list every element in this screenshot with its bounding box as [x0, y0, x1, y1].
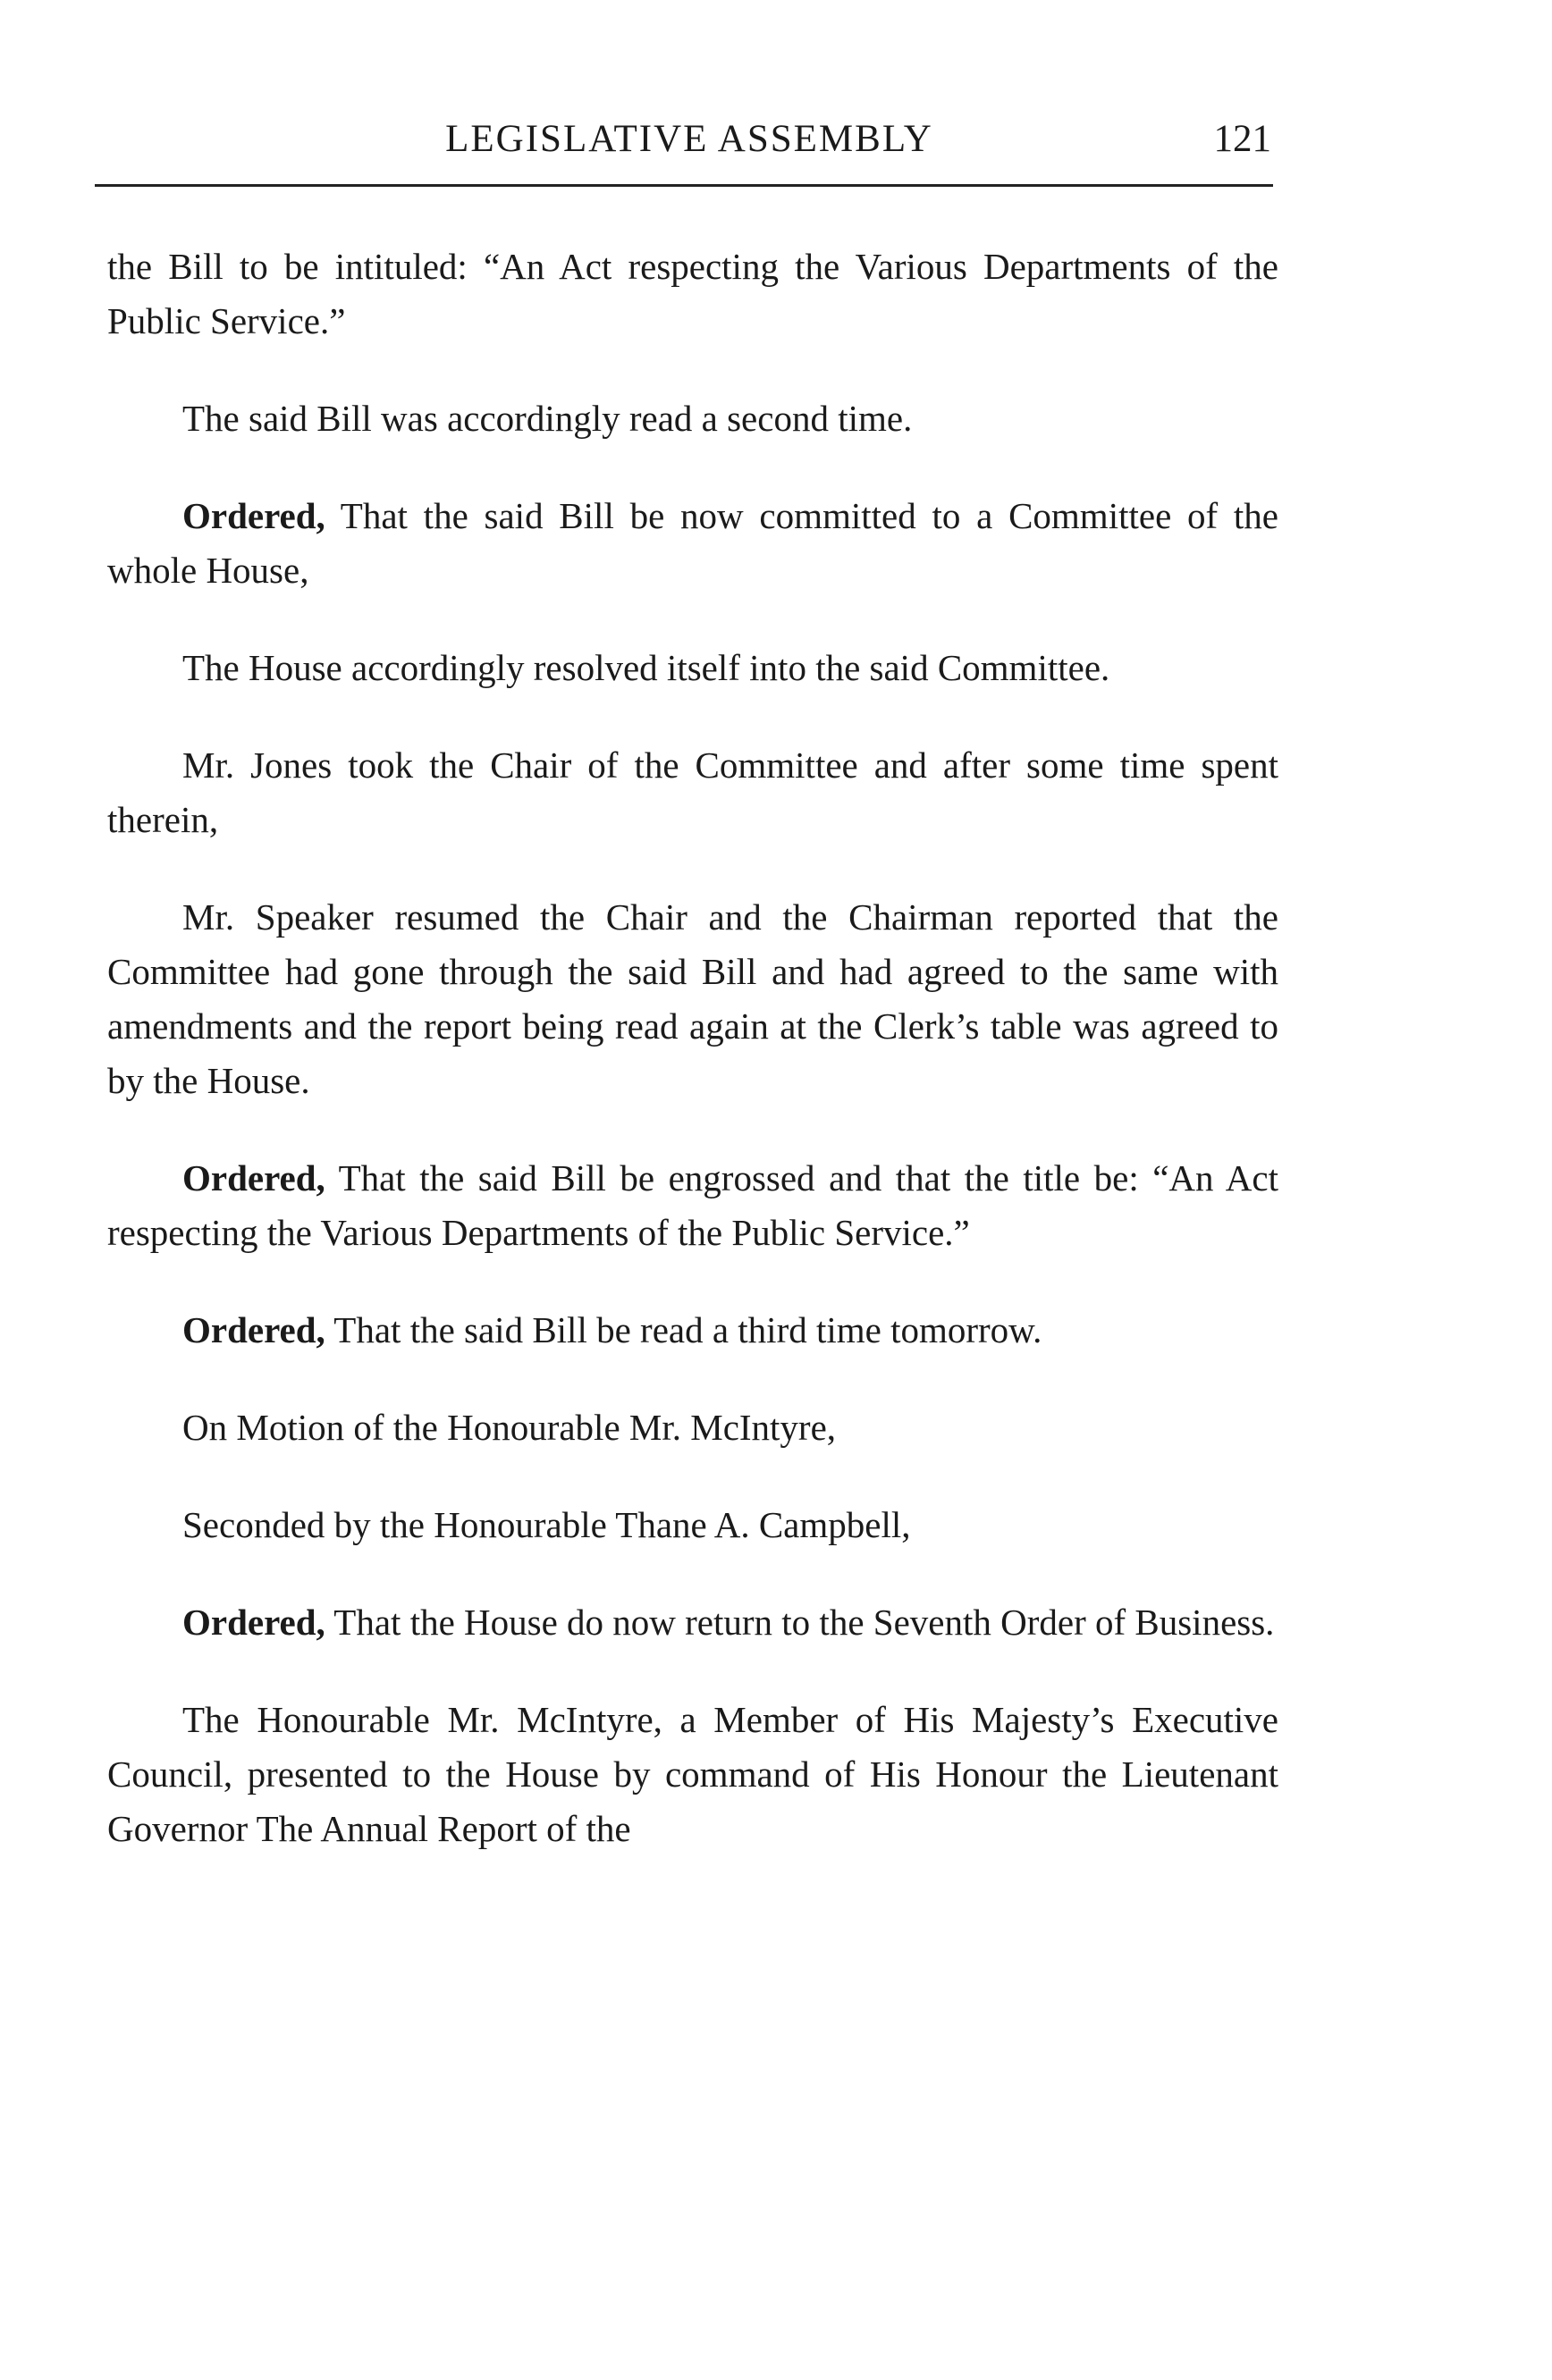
paragraph-second-reading [107, 391, 1278, 446]
paragraph-text: That the said Bill be engrossed and that the title be: “An Act respecting the Various Departments of the Public Service.” [107, 1157, 1278, 1253]
page-number: 121 [1213, 118, 1271, 160]
paragraph-ordered-third-reading [107, 1303, 1278, 1358]
paragraph-text: the Bill to be intituled: “An Act respecting the Various Departments of the Public Service.” [107, 246, 1278, 341]
paragraph-house-resolved [107, 641, 1278, 695]
page-body [107, 240, 1278, 1899]
paragraph-text: On Motion of the Honourable Mr. McIntyre, [182, 1407, 837, 1448]
running-title: LEGISLATIVE ASSEMBLY [445, 118, 933, 160]
paragraph-text: Mr. Jones took the Chair of the Committee and after some time spent therein, [107, 744, 1278, 840]
page-header [107, 113, 1271, 166]
paragraph-ordered-return [107, 1595, 1278, 1650]
paragraph-bill-title-continuation [107, 240, 1278, 349]
paragraph-text: That the said Bill be now committed to a Committee of the whole House, [107, 495, 1278, 591]
paragraph-lead: Ordered, [182, 1309, 325, 1350]
paragraph-text: The House accordingly resolved itself into the said Committee. [182, 647, 1110, 688]
paragraph-seconded [107, 1498, 1278, 1552]
paragraph-text: Mr. Speaker resumed the Chair and the Chairman reported that the Committee had gone through the said Bill and had agreed to the same with amendments and the report being read again at the Clerk’s table was agreed to by the House. [107, 896, 1278, 1101]
paragraph-lead: Ordered, [182, 1602, 325, 1643]
paragraph-text: That the House do now return to the Seventh Order of Business. [325, 1602, 1275, 1643]
paragraph-motion [107, 1400, 1278, 1455]
paragraph-text: The said Bill was accordingly read a second time. [182, 398, 913, 439]
paragraph-ordered-committed [107, 489, 1278, 598]
header-rule [95, 184, 1273, 187]
paragraph-text: That the said Bill be read a third time tomorrow. [325, 1309, 1042, 1350]
paragraph-text: The Honourable Mr. McIntyre, a Member of His Majesty’s Executive Council, presented to the House by command of His Honour the Lieutenant Governor The Annual Report of the [107, 1699, 1278, 1849]
paragraph-lead: Ordered, [182, 495, 325, 536]
paragraph-speaker-resumed [107, 890, 1278, 1108]
paragraph-lead: Ordered, [182, 1157, 325, 1198]
paragraph-jones-chair [107, 738, 1278, 847]
paragraph-ordered-engrossed [107, 1151, 1278, 1260]
paragraph-text: Seconded by the Honourable Thane A. Campbell, [182, 1504, 911, 1545]
paragraph-annual-report [107, 1693, 1278, 1856]
